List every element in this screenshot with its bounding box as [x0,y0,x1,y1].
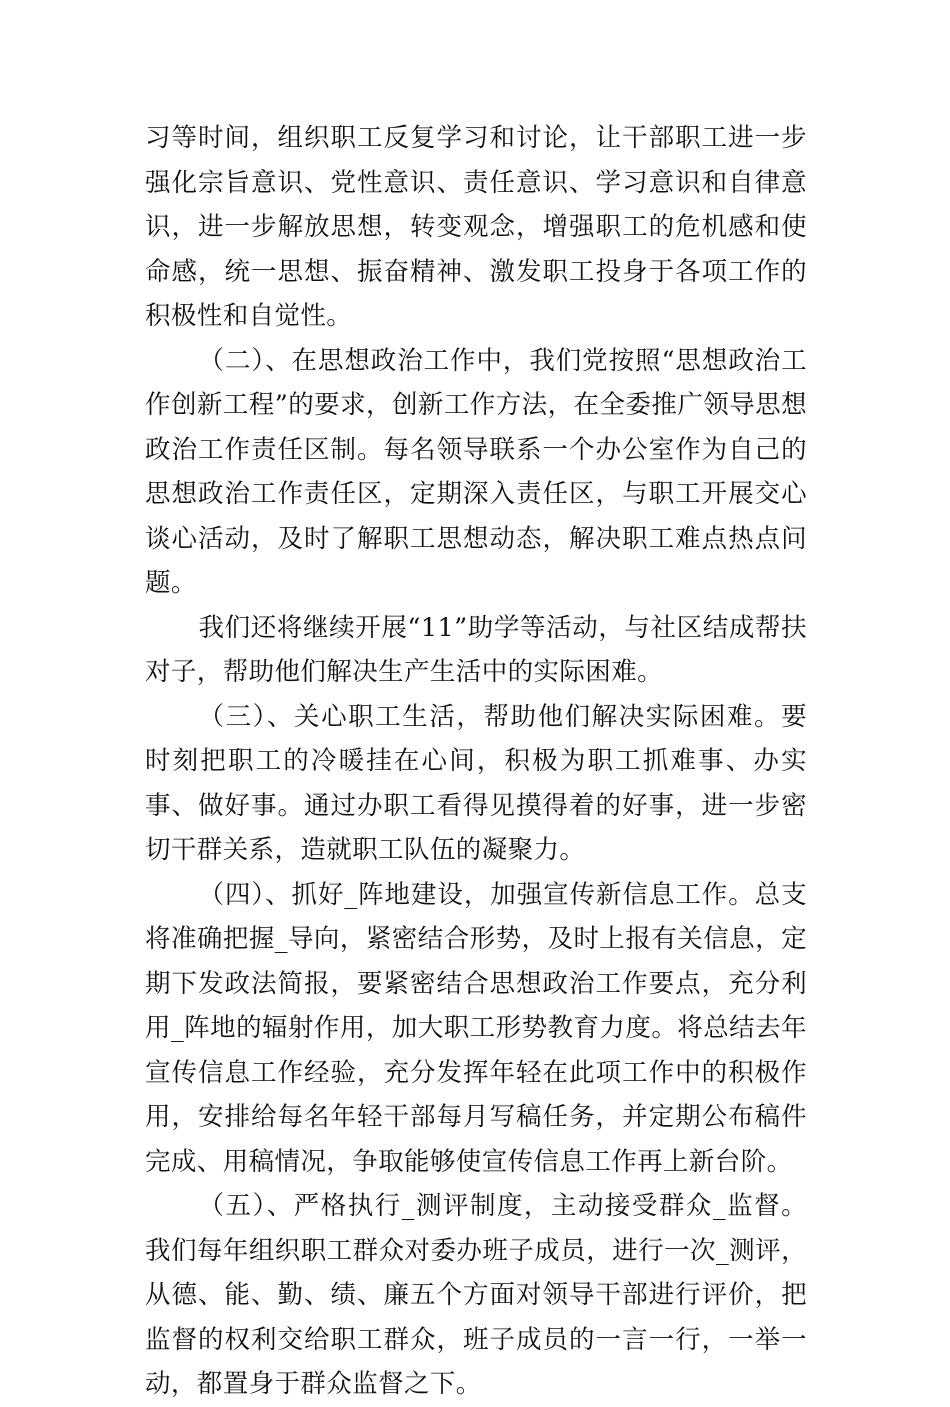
paragraph-section-3: （三）、关心职工生活，帮助他们解决实际困难。要时刻把职工的冷暖挂在心间，积极为职工抓难事、办实事、做好事。通过办职工看得见摸得着的好事，进一步密切干群关系，造就职工队伍的凝聚力。 [145,701,807,865]
paragraph-continuation: 习等时间，组织职工反复学习和讨论，让干部职工进一步强化宗旨意识、党性意识、责任意识、学习意识和自律意识，进一步解放思想，转变观念，增强职工的危机感和使命感，统一思想、振奋精神、激发职工投身于各项工作的积极性和自觉性。 [145,123,807,331]
document-body [145,116,807,1407]
paragraph-support-activities: 我们还将继续开展“11”助学等活动，与社区结成帮扶对子，帮助他们解决生产生活中的实际困难。 [145,612,807,687]
paragraph-section-4: （四）、抓好_阵地建设，加强宣传新信息工作。总支将准确把握_导向，紧密结合形势，及时上报有关信息，定期下发政法简报，要紧密结合思想政治工作要点，充分利用_阵地的辐射作用，加大职工形势教育力度。将总结去年宣传信息工作经验，充分发挥年轻在此项工作中的积极作用，安排给每名年轻干部每月写稿任务，并定期公布稿件完成、用稿情况，争取能够使宣传信息工作再上新台阶。 [145,879,807,1177]
paragraph-section-2: （二）、在思想政治工作中，我们党按照“思想政治工作创新工程”的要求，创新工作方法，在全委推广领导思想政治工作责任区制。每名领导联系一个办公室作为自己的思想政治工作责任区，定期深入责任区，与职工开展交心谈心活动，及时了解职工思想动态，解决职工难点热点问题。 [145,345,807,598]
paragraph-section-5: （五）、严格执行_测评制度，主动接受群众_监督。我们每年组织职工群众对委办班子成员，进行一次_测评，从德、能、勤、绩、廉五个方面对领导干部进行评价，把监督的权利交给职工群众，班子成员的一言一行，一举一动，都置身于群众监督之下。 [145,1191,807,1399]
